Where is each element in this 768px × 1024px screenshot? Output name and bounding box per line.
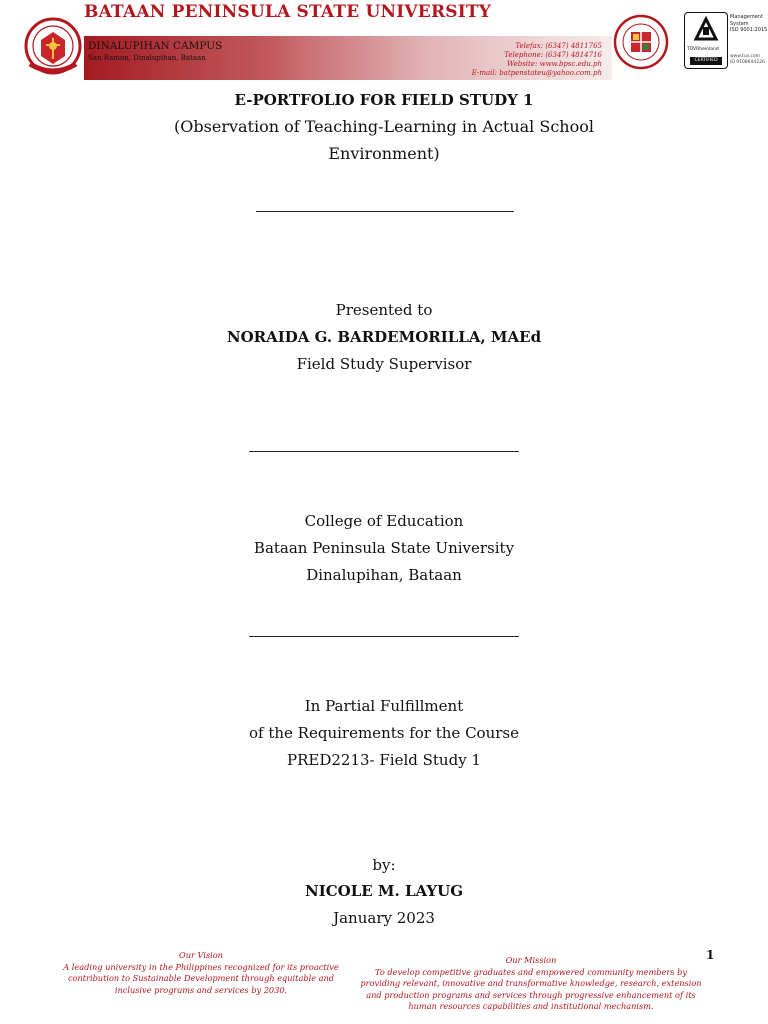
campus-seal-icon xyxy=(612,10,670,76)
page-number: 1 xyxy=(706,948,715,962)
divider-2 xyxy=(249,451,519,452)
supervisor-role: Field Study Supervisor xyxy=(296,355,472,373)
by-label: by: xyxy=(372,856,396,874)
institution-location: Dinalupihan, Bataan xyxy=(306,566,462,584)
campus-address: San Ramon, Dinalupihan, Bataan xyxy=(88,54,206,62)
fulfillment-line-2: of the Requirements for the Course xyxy=(249,724,519,742)
telephone: Telephone: (6347) 4814716 xyxy=(504,51,602,59)
vision-line-3: inclusive programs and services by 2030. xyxy=(114,984,288,995)
institution-name: Bataan Peninsula State University xyxy=(253,539,515,557)
iso-brand: TÜVRheinland xyxy=(687,47,719,52)
website: Website: www.bpsc.edu.ph xyxy=(506,60,602,68)
iso-line-3: ISO 9001:2015 xyxy=(730,27,768,33)
fulfillment-line-1: In Partial Fulfillment xyxy=(304,697,464,715)
mission-block xyxy=(356,955,706,1013)
document-title: E-PORTFOLIO FOR FIELD STUDY 1 xyxy=(234,91,534,109)
submission-date: January 2023 xyxy=(333,909,435,927)
iso-line-1: Management xyxy=(730,14,763,20)
presented-to: Presented to xyxy=(335,301,433,319)
iso-line-2: System xyxy=(730,20,749,27)
campus-name: DINALUPIHAN CAMPUS xyxy=(88,40,223,52)
university-seal-icon xyxy=(24,12,82,82)
iso-text xyxy=(730,14,767,34)
divider-1 xyxy=(256,211,514,212)
iso-cert-label: CERTIFIED xyxy=(690,57,722,65)
letterhead xyxy=(0,0,768,90)
mission-line-2: providing relevant, innovative and transformative knowledge, research, extension xyxy=(360,978,702,988)
university-name: BATAAN PENINSULA STATE UNIVERSITY xyxy=(84,2,492,22)
author-name: NICOLE M. LAYUG xyxy=(304,882,464,900)
iso-web-line: www.tuv.com xyxy=(730,54,761,59)
document-subtitle-line-2: Environment) xyxy=(328,144,440,163)
course-code: PRED2213- Field Study 1 xyxy=(287,751,481,769)
telefax: Telefax: (6347) 4811765 xyxy=(515,42,602,50)
supervisor-name: NORAIDA G. BARDEMORILLA, MAEd xyxy=(226,328,542,346)
mission-title: Our Mission xyxy=(505,955,557,965)
vision-line-1: A leading university in the Philippines recognized for its proactive xyxy=(63,961,339,972)
vision-title: Our Vision xyxy=(179,950,223,960)
iso-id-line: ID 9108644226 xyxy=(730,60,765,65)
mission-line-4: human resources capabilities and institutional mechanism. xyxy=(408,1001,654,1011)
divider-3 xyxy=(249,636,519,637)
iso-web xyxy=(730,54,765,66)
vision-block xyxy=(56,950,346,996)
vision-line-2: contribution to Sustainable Development through equitable and xyxy=(67,973,335,983)
email: E-mail: batpenstateu@yahoo.com.ph xyxy=(471,69,602,77)
mission-line-3: and production programs and services through progressive enhancement of its xyxy=(366,989,696,1000)
college-name: College of Education xyxy=(304,512,464,530)
mission-line-1: To develop competitive graduates and empowered community members by xyxy=(375,966,687,977)
document-subtitle-line-1: (Observation of Teaching-Learning in Actual School xyxy=(174,117,594,136)
